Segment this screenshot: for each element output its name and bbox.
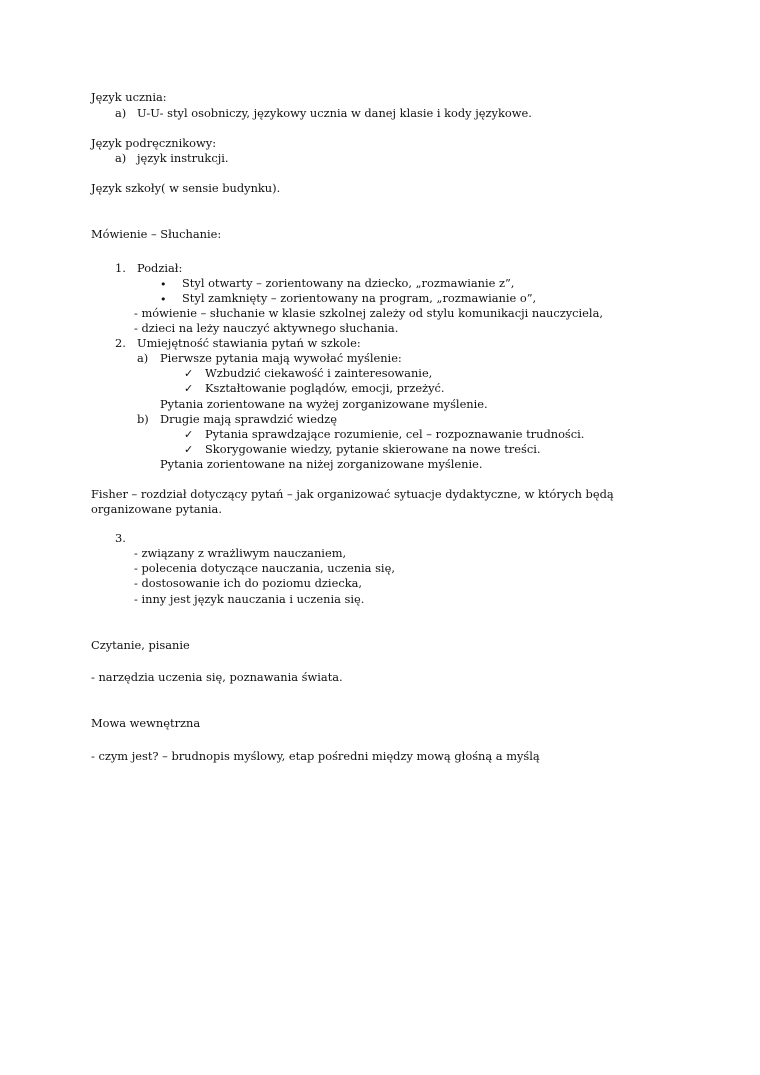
numbered-item-label: Umiejętność stawiania pytań w szkole: [137, 336, 361, 350]
bullet-item: Styl zamknięty – zorientowany na program, „rozmawianie o”, [182, 291, 537, 305]
checkmark-icon: ✓ [184, 382, 194, 395]
bullet-icon: • [160, 293, 167, 306]
bullet-item: Styl otwarty – zorientowany na dziecko, „rozmawianie z”, [182, 276, 515, 290]
section-heading-jezyk-ucznia: Język ucznia: [91, 90, 167, 104]
sub-item-text: Pierwsze pytania mają wywołać myślenie: [160, 351, 402, 365]
list-marker-a: a) [115, 151, 127, 165]
dash-item: - mówienie – słuchanie w klasie szkolnej zależy od stylu komunikacji nauczyciela, [134, 306, 603, 320]
checkmark-icon: ✓ [184, 367, 194, 380]
list-marker-a: a) [115, 106, 127, 120]
paragraph-line: - narzędzia uczenia się, poznawania świata. [91, 670, 343, 684]
dash-item: - związany z wrażliwym nauczaniem, [134, 546, 347, 560]
list-item-text: język instrukcji. [137, 151, 229, 165]
checkmark-icon: ✓ [184, 428, 194, 441]
paragraph-line: organizowane pytania. [91, 502, 222, 516]
section-heading-czytanie-pisanie: Czytanie, pisanie [91, 638, 190, 652]
numbered-marker-1: 1. [115, 261, 126, 275]
list-item-text: U-U- styl osobniczy, językowy ucznia w danej klasie i kody językowe. [137, 106, 532, 120]
dash-item: - polecenia dotyczące nauczania, uczenia się, [134, 561, 395, 575]
paragraph-line: Fisher – rozdział dotyczący pytań – jak organizować sytuacje dydaktyczne, w których będą [91, 487, 614, 501]
numbered-item-label: Podział: [137, 261, 183, 275]
dash-item: - inny jest język nauczania i uczenia się. [134, 592, 365, 606]
section-heading-jezyk-podrecznikowy: Język podręcznikowy: [91, 136, 217, 150]
numbered-marker-3: 3. [115, 531, 126, 545]
check-item: Pytania sprawdzające rozumienie, cel – rozpoznawanie trudności. [205, 427, 585, 441]
check-item: Kształtowanie poglądów, emocji, przeżyć. [205, 381, 445, 395]
sub-item-note: Pytania zorientowane na wyżej zorganizowane myślenie. [160, 397, 488, 411]
list-marker-a: a) [137, 351, 149, 365]
check-item: Skorygowanie wiedzy, pytanie skierowane na nowe treści. [205, 442, 541, 456]
section-heading-mowa-wewnetrzna: Mowa wewnętrzna [91, 716, 201, 730]
section-heading-jezyk-szkoly: Język szkoły( w sensie budynku). [91, 181, 281, 195]
dash-item: - dostosowanie ich do poziomu dziecka, [134, 576, 363, 590]
section-heading-mowienie-sluchanie: Mówienie – Słuchanie: [91, 227, 222, 241]
sub-item-text: Drugie mają sprawdzić wiedzę [160, 412, 337, 426]
dash-item: - dzieci na leży nauczyć aktywnego słuchania. [134, 321, 399, 335]
numbered-marker-2: 2. [115, 336, 126, 350]
check-item: Wzbudzić ciekawość i zainteresowanie, [205, 366, 433, 380]
checkmark-icon: ✓ [184, 443, 194, 456]
list-marker-b: b) [137, 412, 149, 426]
bullet-icon: • [160, 278, 167, 291]
sub-item-note: Pytania zorientowane na niżej zorganizowane myślenie. [160, 457, 483, 471]
paragraph-line: - czym jest? – brudnopis myślowy, etap pośredni między mową głośną a myślą [91, 749, 540, 763]
